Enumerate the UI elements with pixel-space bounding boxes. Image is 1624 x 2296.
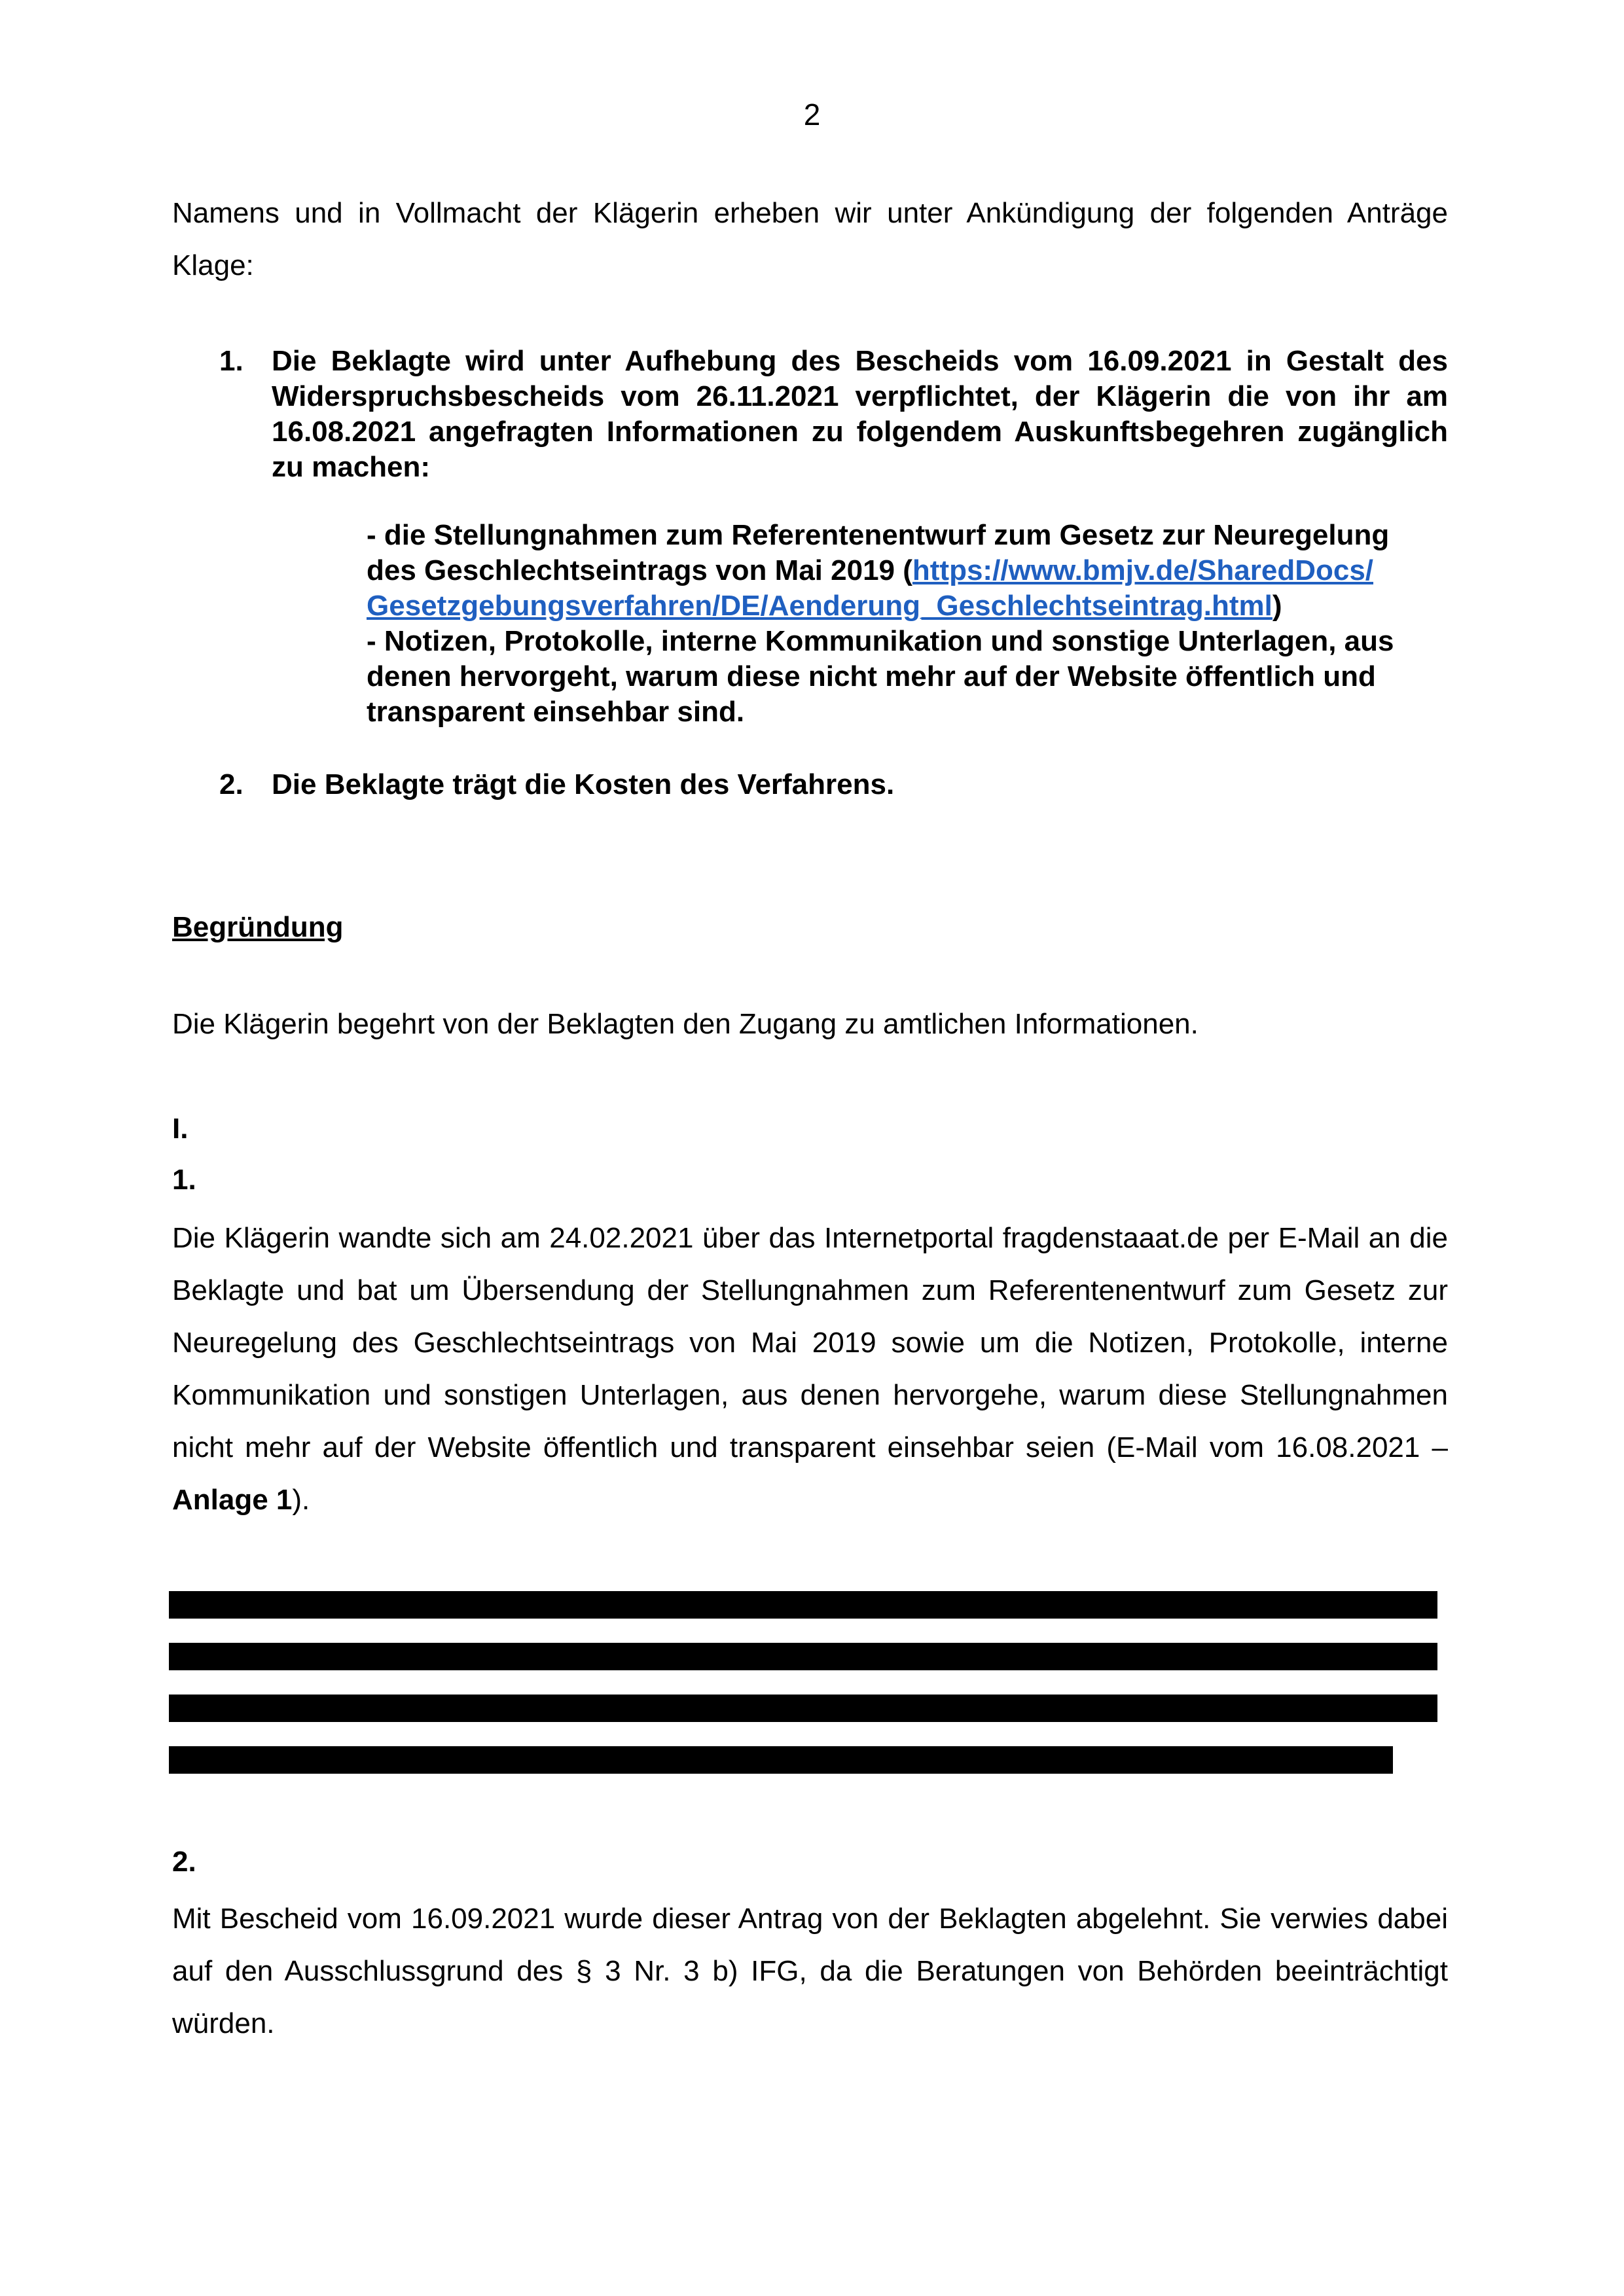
subsection-1-number: 1. bbox=[172, 1164, 196, 1196]
motion-number: 1. bbox=[219, 345, 244, 377]
link-close-paren: ) bbox=[1272, 590, 1282, 622]
paragraph-line: Stellungnahmen nicht mehr auf der Website öffentlich und transparent einsehbar seien (E-Mail bbox=[172, 1379, 1448, 1463]
motion-2 bbox=[219, 768, 894, 801]
redaction-bar bbox=[169, 1746, 1393, 1774]
motion-number: 2. bbox=[219, 768, 244, 800]
redaction-bar bbox=[169, 1695, 1437, 1722]
paragraph-line: Die Klägerin wandte sich am 24.02.2021 über das Internetportal fragdenstaaat.de per E-Mail an bbox=[172, 1222, 1401, 1254]
paragraph-line: zur Neuregelung des Geschlechtseintrags von Mai 2019 sowie um die Notizen, Protokolle, bbox=[172, 1274, 1448, 1359]
request-b-line-3: transparent einsehbar sind. bbox=[367, 696, 745, 728]
request-b-line-1: - Notizen, Protokolle, interne Kommunikation und sonstige Unterlagen, aus bbox=[367, 625, 1394, 657]
request-a-line-2 bbox=[367, 553, 1448, 588]
subsection-2-number: 2. bbox=[172, 1846, 196, 1878]
motion-1-requests bbox=[367, 518, 1448, 730]
request-a-text: des Geschlechtseintrags von Mai 2019 ( bbox=[367, 554, 912, 586]
motion-1 bbox=[219, 344, 1448, 485]
request-a-line-1: - die Stellungnahmen zum Referentenentwurf zum Gesetz zur Neuregelung bbox=[367, 519, 1390, 551]
motion-text: Die Beklagte wird unter Aufhebung des Bescheids vom 16.09.2021 in Gestalt des Widerspruchsbescheids vom 26.11.2021 verpflichtet, der Klägerin die von ihr am 16.08.2021 angefragten Informationen zu folgendem Auskunftsbegehren zugänglich zu machen: bbox=[272, 345, 1448, 483]
section-heading: Begründung bbox=[172, 911, 344, 943]
subsection-1-paragraph bbox=[172, 1212, 1448, 1526]
paragraph-line: interne Kommunikation und sonstigen Unterlagen, aus denen hervorgehe, warum diese bbox=[172, 1327, 1448, 1411]
paragraph-line: Mit Bescheid vom 16.09.2021 wurde dieser Antrag von der Beklagten abgelehnt. Sie verwies bbox=[172, 1903, 1369, 1935]
redaction-bar bbox=[169, 1591, 1437, 1619]
motions-list bbox=[219, 344, 1448, 730]
bmjv-link-part-2[interactable]: Gesetzgebungsverfahren/DE/Aenderung_Geschlechtseintrag.html bbox=[367, 590, 1272, 622]
paragraph-line: die Beklagte und bat um Übersendung der Stellungnahmen zum Referentenentwurf zum Gesetz bbox=[172, 1222, 1448, 1306]
paragraph-line: beeinträchtigt würden. bbox=[172, 1955, 1448, 2039]
summary-text: Die Klägerin begehrt von der Beklagten den Zugang zu amtlichen Informationen. bbox=[172, 1008, 1199, 1040]
paragraph-line: vom 16.08.2021 – bbox=[1209, 1431, 1448, 1463]
page-number: 2 bbox=[803, 98, 821, 132]
annex-reference: Anlage 1 bbox=[172, 1484, 293, 1516]
section-roman-numeral: I. bbox=[172, 1113, 189, 1145]
motion-text: Die Beklagte trägt die Kosten des Verfahrens. bbox=[272, 768, 895, 800]
request-a-line-3 bbox=[367, 588, 1448, 624]
redaction-bar bbox=[169, 1643, 1437, 1670]
paragraph-line: dabei auf den Ausschlussgrund des § 3 Nr. 3 b) IFG, da die Beratungen von Behörden bbox=[172, 1903, 1448, 1987]
paragraph-line: ). bbox=[292, 1484, 310, 1516]
request-b-line-2: denen hervorgeht, warum diese nicht mehr auf der Website öffentlich und bbox=[367, 660, 1376, 692]
subsection-2-paragraph bbox=[172, 1893, 1448, 2050]
bmjv-link-part-1[interactable]: https://www.bmjv.de/SharedDocs/ bbox=[912, 554, 1374, 586]
intro-paragraph: Namens und in Vollmacht der Klägerin erheben wir unter Ankündigung der folgenden Anträge Klage: bbox=[172, 197, 1448, 281]
